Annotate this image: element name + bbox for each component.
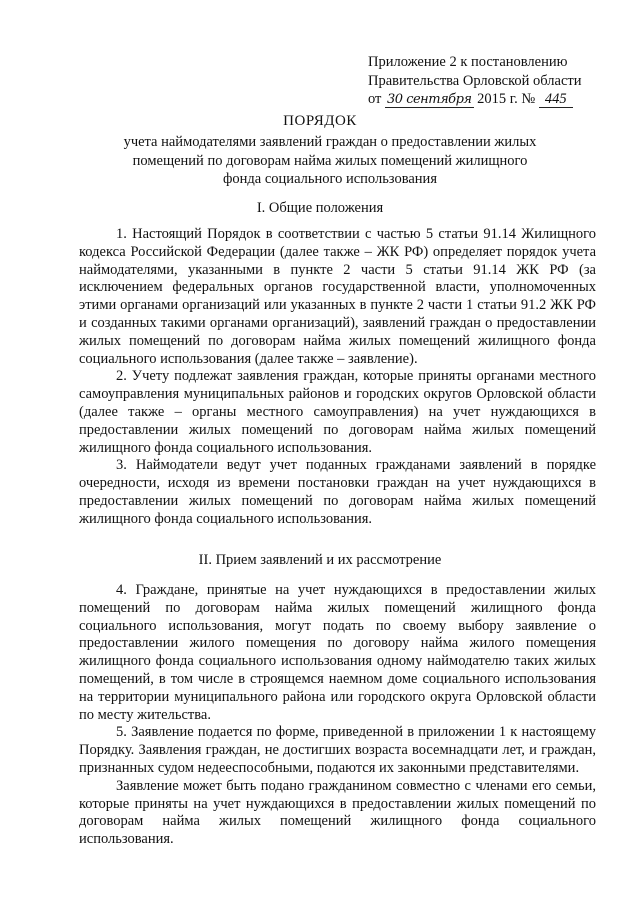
- section-1-body: [79, 226, 596, 529]
- document-title: ПОРЯДОК: [283, 113, 357, 129]
- appendix-header: [368, 53, 618, 110]
- appendix-line-1: Приложение 2 к постановлению: [368, 54, 568, 70]
- handwritten-number: 445: [539, 91, 573, 108]
- document-subtitle: учета наймодателями заявлений граждан о предоставлении жилых помещений по договорам найма жилых помещений жилищного фонда социального использования: [123, 134, 537, 187]
- section-2-heading: II. Прием заявлений и их рассмотрение: [198, 552, 442, 568]
- date-prefix: от: [368, 91, 382, 107]
- section-2-body: [79, 582, 596, 849]
- paragraph-1: 1. Настоящий Порядок в соответствии с частью 5 статьи 91.14 Жилищного кодекса Российской Федерации (далее также – ЖК РФ) определяет порядок учета наймодателями, указанными в пункте 2 части 5 статьи 91.14 ЖК РФ (за исключением федеральных органов государственной власти, уполномоченных этими органами организаций или указанных в пункте 2 части 1 статьи 91.2 ЖК РФ и созданных такими органами организаций), заявлений граждан о предоставлении жилых помещений по договорам найма жилых помещений жилищного фонда социального использования (далее также – заявление).: [79, 226, 596, 367]
- handwritten-date: 30 сентября: [387, 92, 472, 107]
- paragraph-5: 5. Заявление подается по форме, приведенной в приложении 1 к настоящему Порядку. Заявления граждан, не достигших возраста восемнадцати лет, и граждан, признанных судом недееспособными, подаются их законными представителями.: [79, 724, 596, 776]
- paragraph-6: Заявление может быть подано гражданином совместно с членами его семьи, которые приняты на учет нуждающихся в предоставлении жилых помещений по договорам найма жилых помещений жилищного фонда социального использования.: [79, 777, 596, 848]
- paragraph-4: 4. Граждане, принятые на учет нуждающихся в предоставлении жилых помещений по договорам найма жилых помещений жилищного фонда социального использования, могут подать по своему выбору заявление о предоставлении жилого помещения по договору найма жилого помещения жилищного фонда социального использования одному наймодателю таких жилых помещений, в том числе в строящемся наемном доме социального использования на территории муниципального района или городского округа Орловской области по месту жительства.: [79, 582, 596, 723]
- section-1-heading: I. Общие положения: [256, 200, 384, 216]
- appendix-line-2: Правительства Орловской области: [368, 72, 582, 89]
- year-text: 2015 г. №: [477, 91, 536, 107]
- appendix-line-3: [368, 90, 618, 110]
- paragraph-3: 3. Наймодатели ведут учет поданных гражданами заявлений в порядке очередности, исходя из времени постановки граждан на учет нуждающихся в предоставлении жилых помещений по договорам найма жилых помещений жилищного фонда социального использования.: [79, 457, 596, 527]
- paragraph-2: 2. Учету подлежат заявления граждан, которые приняты органами местного самоуправления муниципальных районов и городских округов Орловской области (далее также – органы местного самоуправления) на учет нуждающихся в предоставлении жилых помещений по договорам найма жилых помещений жилищного фонда социального использования.: [79, 368, 596, 456]
